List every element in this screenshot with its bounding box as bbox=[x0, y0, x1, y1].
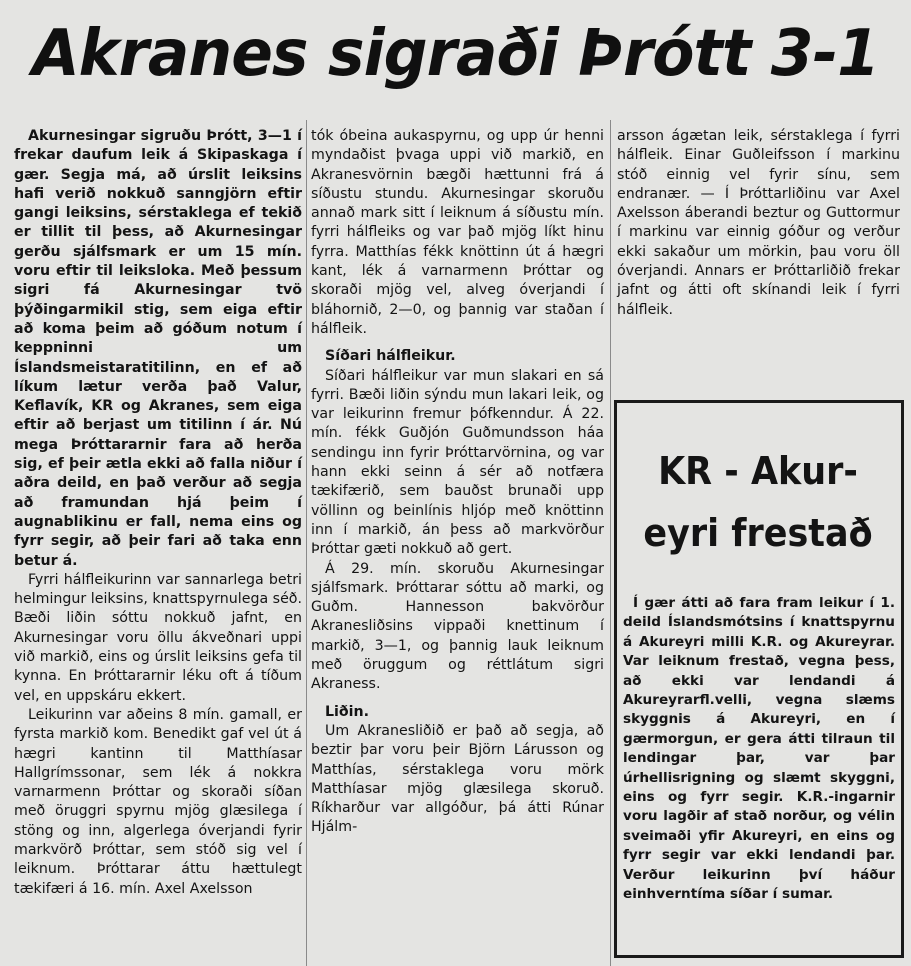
article-paragraph: Leikurinn var aðeins 8 mín. gamall, er fyrsta markið kom. Benedikt gaf vel út á hægri kantinn til Matthíasar Hallgrímssonar, sem lék á nokkra varnarmenn Þróttar og skoraði síðan með öruggri spyrnu mjög glæsilega í stöng og inn, algerlega óverjandi fyrir markvörð Þróttar, sem stóð sig vel í leiknum. Þróttarar áttu hættulegt tækifæri á 16. mín. Axel Axelsson bbox=[14, 706, 302, 897]
subheading: Síðari hálfleikur. bbox=[325, 348, 456, 365]
news-box-title bbox=[631, 440, 885, 564]
article-paragraph: Um Akranesliðið er það að segja, að beztir þar voru þeir Björn Lárusson og Matthías, sérstaklega voru mörk Matthíasar mjög glæsilega skoruð. Ríkharður var allgóður, þá átti Rúnar Hjálm- bbox=[311, 722, 604, 836]
article-paragraph: Fyrri hálfleikurinn var sannarlega betri helmingur leiksins, knattspyrnulega séð. Bæði liðin sóttu nokkuð jafnt, en Akurnesingar voru öllu ákveðnari uppi við markið, eins og úrslit leiksins gefa til kynna. En Þróttararnir léku oft á tíðum vel, en uppskáru ekkert. bbox=[14, 571, 302, 704]
news-box-title-line: eyri frestað bbox=[643, 511, 873, 555]
lead-paragraph: Akurnesingar sigruðu Þrótt, 3—1 í frekar daufum leik á Skipaskaga í gær. Segja má, að úrslit leiksins hafi verið nokkuð sanngjörn eftir gangi leiksins, sérstaklega ef tekið er tillit til þess, að Akurnesingar gerðu sjálfsmark er um 15 mín. voru eftir til leiksloka. Með þessum sigri fá Akurnesingar tvö þýðingarmikil stig, sem eiga eftir að koma þeim að góðum notum í keppninni um Íslandsmeistaratitilinn, en ef að líkum lætur verða það Valur, Keflavík, KR og Akranes, sem eiga eftir að berjast um titilinn í ár. Nú mega Þróttararnir fara að herða sig, ef þeir ætla ekki að falla niður í aðra deild, en það verður að segja að framundan hjá þeim í augnablikinu er fall, nema eins og fyrr segir, að þeir fari að taka enn betur á. bbox=[14, 128, 302, 569]
article-paragraph: tók óbeina aukaspyrnu, og upp úr henni myndaðist þvaga uppi við markið, en Akranesvörnin bægði hættunni frá á síðustu stundu. Akurnesingar skoruðu annað mark sitt í leiknum á síðustu mín. fyrri hálfleiks og var það mjög líkt hinu fyrra. Matthías fékk knöttinn út á hægri kant, lék á varnarmenn Þróttar og skoraði mjög vel, alveg óverjandi í bláhornið, 2—0, og þannig var staðan í hálfleik. bbox=[311, 128, 604, 337]
article-column-2 bbox=[311, 127, 604, 838]
news-box-text bbox=[623, 594, 895, 905]
headline: Akranes sigraði Þrótt 3-1 bbox=[32, 17, 879, 91]
news-box-title-line: KR - Akur- bbox=[658, 449, 858, 493]
article-paragraph: Síðari hálfleikur var mun slakari en sá fyrri. Bæði liðin sýndu mun lakari leik, og var leikurinn fremur þófkenndur. Á 22. mín. fékk Guðjón Guðmundsson háa sendingu inn fyrir Þróttarvörnina, og var hann ekki seinn á sér að notfæra tækifærið, sem bauðst brunaði upp völlinn og beinlínis hljóp með knöttinn inn í markið, án þess að markvörður Þróttar gæti nokkuð að gert. bbox=[311, 367, 604, 558]
article-paragraph: arsson ágætan leik, sérstaklega í fyrri hálfleik. Einar Guðleifsson í markinu stóð einnig vel fyrir sínu, sem endranær. — Í Þróttarliðinu var Axel Axelsson áberandi beztur og Guttormur í markinu var einnig góður og verður ekki sakaður um mörkin, þau voru öll óverjandi. Annars er Þróttarliðið frekar jafnt og átti oft skínandi leik í fyrri hálfleik. bbox=[617, 128, 900, 318]
column-divider bbox=[306, 120, 307, 966]
subheading: Liðin. bbox=[325, 703, 370, 720]
article-paragraph: Á 29. mín. skoruðu Akurnesingar sjálfsmark. Þróttarar sóttu að marki, og Guðm. Hannesson bakvörður Akranesliðsins vippaði knettinum í markið, 3—1, og þannig lauk leiknum með öruggum og réttlátum sigri Akraness. bbox=[311, 560, 604, 693]
news-box-top-border bbox=[614, 400, 904, 403]
column-divider bbox=[610, 120, 611, 966]
news-box-paragraph: Í gær átti að fara fram leikur í 1. deild Íslandsmótsins í knattspyrnu á Akureyri milli K.R. og Akureyrar. Var leiknum frestað, vegna þess, að ekki var lendandi á Akureyrarfl.velli, vegna slæms skyggnis á Akureyri, en í gærmorgun, er gera átti tilraun til lendingar þar, var þar úrhellisrigning og slæmt skyggni, eins og fyrr segir. K.R.-ingarnir voru lagðir af stað norður, og vélin sveimaði yfir Akureyri, en eins og fyrr segir var ekki lendandi þar. Verður leikurinn því háður einhverntíma síðar í sumar. bbox=[623, 595, 895, 903]
article-column-3 bbox=[617, 127, 900, 320]
article-column-1 bbox=[14, 127, 302, 899]
